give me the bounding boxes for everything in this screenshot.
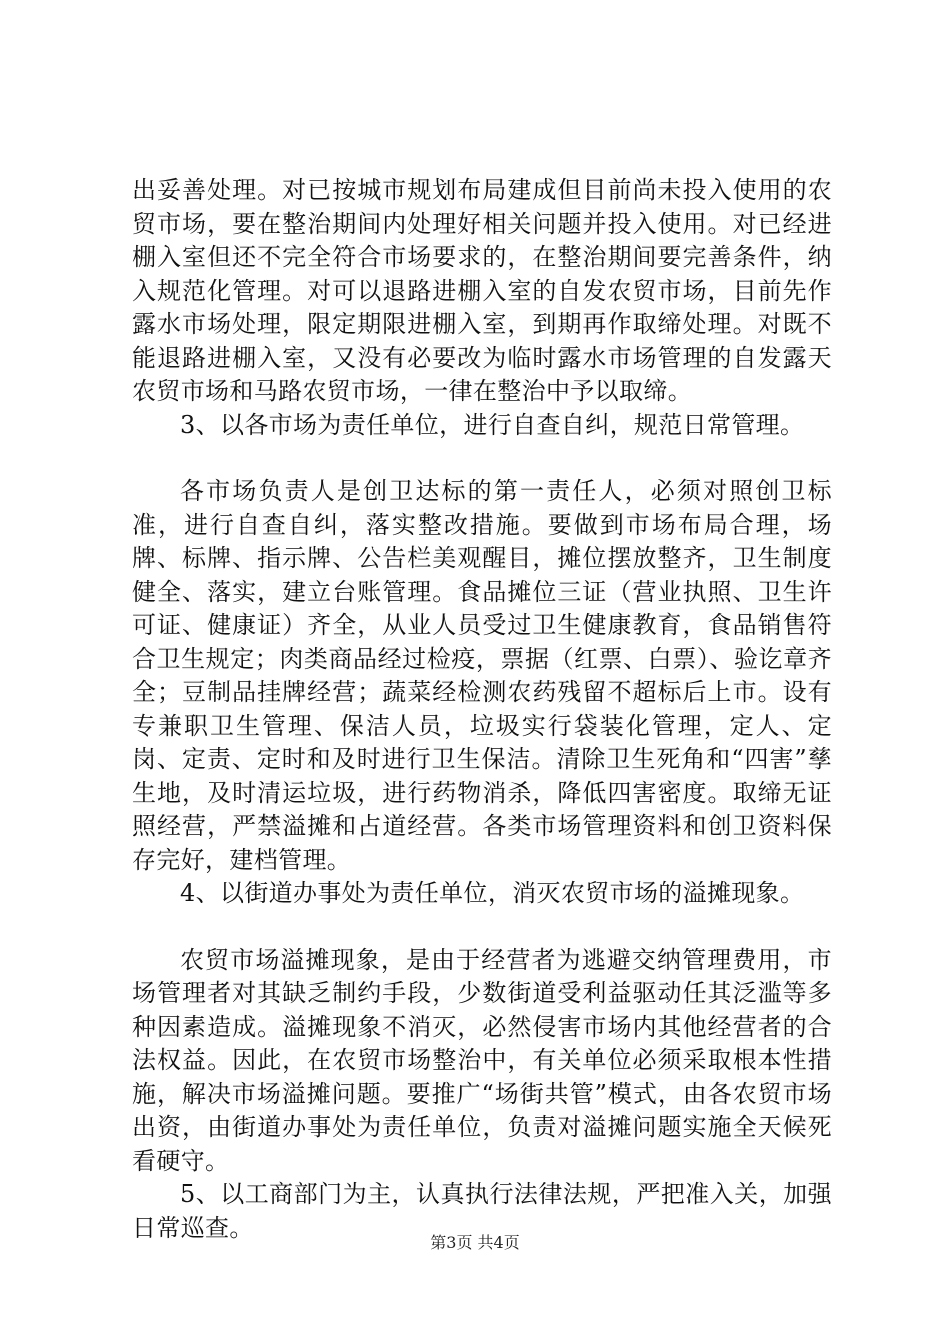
document-body <box>132 174 832 1245</box>
paragraph-continuation: 出妥善处理。对已按城市规划布局建成但目前尚未投入使用的农贸市场，要在整治期间内处理好相关问题并投入使用。对已经进棚入室但还不完全符合市场要求的，在整治期间要完善条件，纳入规范化管理。对可以退路进棚入室的自发农贸市场，目前先作露水市场处理，限定期限进棚入室，到期再作取缔处理。对既不能退路进棚入室，又没有必要改为临时露水市场管理的自发露天农贸市场和马路农贸市场，一律在整治中予以取缔。 <box>132 176 832 405</box>
paragraph-market-self-inspection: 各市场负责人是创卫达标的第一责任人，必须对照创卫标准，进行自查自纠，落实整改措施。要做到市场布局合理，场牌、标牌、指示牌、公告栏美观醒目，摊位摆放整齐，卫生制度健全、落实，建立台账管理。食品摊位三证（营业执照、卫生许可证、健康证）齐全，从业人员受过卫生健康教育，食品销售符合卫生规定；肉类商品经过检疫，票据（红票、白票）、验讫章齐全；豆制品挂牌经营；蔬菜经检测农药残留不超标后上市。设有专兼职卫生管理、保洁人员，垃圾实行袋装化管理，定人、定岗、定责、定时和及时进行卫生保洁。清除卫生死角和“四害”孳生地，及时清运垃圾，进行药物消杀，降低四害密度。取缔无证照经营，严禁溢摊和占道经营。各类市场管理资料和创卫资料保存完好，建档管理。 <box>132 477 832 874</box>
section-heading-5: 5、以工商部门为主，认真执行法律法规，严把准入关，加强日常巡查。 <box>132 1180 832 1242</box>
section-heading-3: 3、以各市场为责任单位，进行自查自纠，规范日常管理。 <box>180 410 805 439</box>
paragraph-overflow-stalls: 农贸市场溢摊现象，是由于经营者为逃避交纳管理费用，市场管理者对其缺乏制约手段，少数街道受利益驱动任其泛滥等多种因素造成。溢摊现象不消灭，必然侵害市场内其他经营者的合法权益。因此，在农贸市场整治中，有关单位必须采取根本性措施，解决市场溢摊问题。要推广“场街共管”模式，由各农贸市场出资，由街道办事处为责任单位，负责对溢摊问题实施全天候死看硬守。 <box>132 945 832 1175</box>
section-heading-4: 4、以街道办事处为责任单位，消灭农贸市场的溢摊现象。 <box>180 879 805 907</box>
page-number-footer: 第3页 共4页 <box>430 1233 520 1252</box>
